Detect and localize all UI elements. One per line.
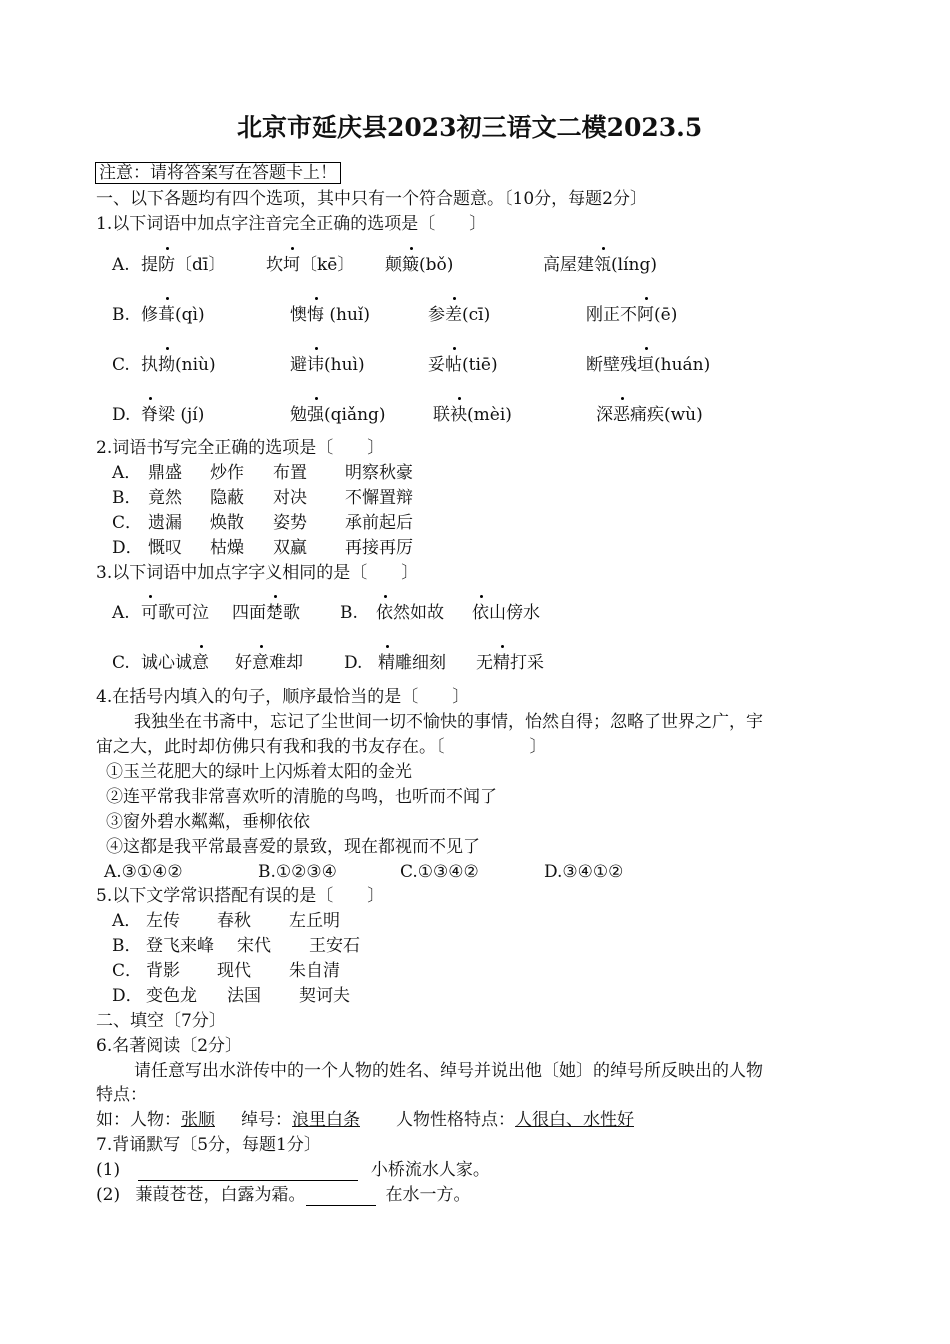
q1-d-word-1 (141, 404, 204, 426)
dotted-char: 瓴 (594, 255, 611, 275)
dotted-char: 强 (307, 405, 324, 425)
q5-option-cell: 契诃夫 (299, 986, 350, 1006)
text: (huán) (654, 355, 711, 375)
q6-prompt-line-1: 请任意写出水浒传中的一个人物的姓名、绰号并说出他〔她〕的绰号所反映出的人物 (134, 1061, 763, 1081)
q3-a-phrase-2 (232, 602, 300, 624)
q2-option-label: D． (112, 538, 143, 558)
example-prefix: 如：人物： (96, 1110, 181, 1130)
text: (qì) (175, 305, 205, 325)
q2-option-word: 姿势 (273, 513, 307, 533)
q4-sentence: ①玉兰花肥大的绿叶上闪烁着太阳的金光 (106, 762, 412, 782)
text: 好 (235, 653, 252, 673)
dotted-char: 依 (376, 603, 393, 623)
q2-option-word: 不懈置辩 (345, 488, 413, 508)
dotted-char: 楚 (266, 603, 283, 623)
q1-c-word-1 (141, 354, 216, 376)
q1-a-word-2 (266, 254, 354, 276)
q1-b-word-4 (586, 304, 677, 326)
text: 刚正不 (586, 305, 637, 325)
dotted-char: 垣 (637, 355, 654, 375)
q5-option-cell: 登飞来峰 (146, 936, 214, 956)
dotted-char: 精 (378, 653, 395, 673)
dotted-char: 袂 (450, 405, 467, 425)
q2-option-word: 明察秋豪 (345, 463, 413, 483)
text: 难却 (269, 653, 303, 673)
q3-b-phrase-1 (376, 602, 444, 624)
q3-d-phrase-2 (476, 652, 544, 674)
q2-option-word: 枯燥 (210, 538, 244, 558)
q2-option-word: 双赢 (273, 538, 307, 558)
text: (líng) (611, 255, 657, 275)
q1-a-label: A. (112, 255, 130, 275)
dotted-char: 意 (252, 653, 269, 673)
q3-a-phrase-1 (141, 602, 209, 624)
page-title: 北京市延庆县2023初三语文二模2023.5 (237, 113, 703, 142)
text: 坎 (266, 255, 283, 275)
dotted-char: 阿 (637, 305, 654, 325)
text: 四面 (232, 603, 266, 623)
section-2-heading: 二、填空〔7分〕 (96, 1011, 226, 1031)
text: 懊 (290, 305, 307, 325)
q5-option-cell: 变色龙 (146, 986, 197, 1006)
q5-option-label: D． (112, 986, 143, 1006)
example-nickname: 浪里白条 (292, 1110, 360, 1130)
q3-c-phrase-1 (141, 652, 209, 674)
dotted-char: 脊 (141, 405, 158, 425)
line-number: (1) (96, 1160, 121, 1180)
q7-stem: 7.背诵默写〔5分，每题1分〕 (96, 1135, 321, 1155)
example-nick-label: 绰号： (241, 1110, 292, 1130)
q2-option-word: 承前起后 (345, 513, 413, 533)
q3-b-label: B. (340, 603, 358, 623)
q4-sentence: ④这都是我平常最喜爱的景致，现在都视而不见了 (106, 837, 480, 857)
q1-d-word-4 (596, 404, 703, 426)
text: 山傍水 (489, 603, 540, 623)
q7-line-2 (96, 1184, 471, 1206)
q1-b-label: B. (112, 305, 130, 325)
notice-box: 注意：请将答案写在答题卡上！ (95, 162, 341, 184)
dotted-char: 坷 (283, 255, 300, 275)
text: 雕细刻 (395, 653, 446, 673)
text: 歌 (283, 603, 300, 623)
text: 打采 (510, 653, 544, 673)
text: (bǒ) (419, 255, 454, 275)
q3-stem: 3.以下词语中加点字字义相同的是〔 〕 (96, 563, 419, 583)
q3-a-label: A. (112, 603, 130, 623)
dotted-char: 防 (158, 255, 175, 275)
line-text: 在水一方。 (385, 1185, 471, 1205)
q2-option-word: 炒作 (210, 463, 244, 483)
q5-option-cell: 现代 (217, 961, 251, 981)
text: 〔dī〕 (175, 255, 226, 275)
q2-option-label: A． (112, 463, 142, 483)
q2-stem: 2.词语书写完全正确的选项是〔 〕 (96, 438, 385, 458)
q4-passage-line-2: 宙之大，此时却仿佛只有我和我的书友存在。〔 〕 (96, 737, 547, 757)
q3-b-phrase-2 (472, 602, 540, 624)
q5-option-label: C． (112, 961, 143, 981)
q2-option-word: 焕散 (210, 513, 244, 533)
section-1-heading: 一、以下各题均有四个选项，其中只有一个符合题意。〔10分，每题2分〕 (96, 189, 647, 209)
dotted-char: 差 (445, 305, 462, 325)
text: 颠 (385, 255, 402, 275)
q5-option-cell: 王安石 (309, 936, 360, 956)
q3-d-label: D. (344, 653, 363, 673)
dotted-char: 拗 (158, 355, 175, 375)
q4-option: D.③④①② (544, 862, 624, 882)
example-trait-label: 人物性格特点： (396, 1110, 515, 1130)
q2-option-word: 布置 (273, 463, 307, 483)
text: 断壁残 (586, 355, 637, 375)
q5-stem: 5.以下文学常识搭配有误的是〔 〕 (96, 886, 385, 906)
q5-option-cell: 左传 (146, 911, 180, 931)
line-text: 蒹葭苍苍，白露为霜。 (135, 1185, 306, 1205)
dotted-char: 可 (141, 603, 158, 623)
q2-option-word: 遗漏 (148, 513, 182, 533)
q1-b-word-2 (290, 304, 370, 326)
text: 提 (141, 255, 158, 275)
dotted-char: 帖 (445, 355, 462, 375)
text: (huǐ) (324, 305, 371, 325)
example-name: 张顺 (181, 1110, 215, 1130)
text: (huì) (324, 355, 365, 375)
q6-prompt-line-2: 特点： (96, 1085, 147, 1105)
text: 歌可泣 (158, 603, 209, 623)
q6-stem: 6.名著阅读〔2分〕 (96, 1036, 243, 1056)
q5-option-cell: 宋代 (237, 936, 271, 956)
text: 然如故 (393, 603, 444, 623)
q1-d-word-3 (433, 404, 512, 426)
q5-option-cell: 法国 (227, 986, 261, 1006)
text: (cī) (462, 305, 491, 325)
answer-blank-1[interactable] (138, 1162, 358, 1181)
text: 无 (476, 653, 493, 673)
q1-c-label: C. (112, 355, 130, 375)
q1-b-word-3 (428, 304, 490, 326)
q2-option-label: C． (112, 513, 143, 533)
text: (ē) (654, 305, 678, 325)
q1-a-word-4 (543, 254, 657, 276)
dotted-char: 恶 (613, 405, 630, 425)
q1-a-word-3 (385, 254, 453, 276)
q1-d-word-2 (290, 404, 386, 426)
q3-c-label: C. (112, 653, 130, 673)
q2-option-word: 再接再厉 (345, 538, 413, 558)
q1-stem: 1.以下词语中加点字注音完全正确的选项是〔 〕 (96, 214, 487, 234)
q5-option-cell: 朱自清 (289, 961, 340, 981)
q7-line-1 (96, 1159, 490, 1181)
text: (niù) (175, 355, 216, 375)
q4-sentence: ②连平常我非常喜欢听的清脆的鸟鸣，也听而不闻了 (106, 787, 497, 807)
dotted-char: 精 (493, 653, 510, 673)
text: 深 (596, 405, 613, 425)
dotted-char: 意 (192, 653, 209, 673)
text: 〔kē〕 (300, 255, 355, 275)
dotted-char: 葺 (158, 305, 175, 325)
q1-d-label: D. (112, 405, 131, 425)
text: (tiē) (462, 355, 498, 375)
text: 诚心诚 (141, 653, 192, 673)
text: (qiǎng) (324, 405, 386, 425)
text: 修 (141, 305, 158, 325)
q4-sentence: ③窗外碧水粼粼，垂柳依依 (106, 812, 310, 832)
q2-option-word: 慨叹 (148, 538, 182, 558)
line-number: (2) (96, 1185, 121, 1205)
q1-b-word-1 (141, 304, 205, 326)
q2-option-word: 隐蔽 (210, 488, 244, 508)
q1-c-word-4 (586, 354, 710, 376)
q2-option-word: 鼎盛 (148, 463, 182, 483)
q2-option-label: B． (112, 488, 142, 508)
text: 高屋建 (543, 255, 594, 275)
text: 痛疾(wù) (630, 405, 703, 425)
answer-blank-2[interactable] (306, 1187, 376, 1206)
dotted-char: 讳 (307, 355, 324, 375)
text: 勉 (290, 405, 307, 425)
q4-option: B.①②③④ (258, 862, 337, 882)
dotted-char: 簸 (402, 255, 419, 275)
q4-option: C.①③④② (400, 862, 479, 882)
dotted-char: 依 (472, 603, 489, 623)
q3-c-phrase-2 (235, 652, 303, 674)
text: (mèi) (467, 405, 512, 425)
text: 避 (290, 355, 307, 375)
q5-option-cell: 左丘明 (289, 911, 340, 931)
q2-option-word: 对决 (273, 488, 307, 508)
q5-option-label: A． (112, 911, 142, 931)
q1-c-word-2 (290, 354, 365, 376)
q3-d-phrase-1 (378, 652, 446, 674)
text: 妥 (428, 355, 445, 375)
dotted-char: 悔 (307, 305, 324, 325)
text: 联 (433, 405, 450, 425)
q5-option-cell: 春秋 (217, 911, 251, 931)
q4-stem: 4.在括号内填入的句子，顺序最恰当的是〔 〕 (96, 687, 470, 707)
text: 执 (141, 355, 158, 375)
q4-option: A.③①④② (104, 862, 183, 882)
q5-option-cell: 背影 (146, 961, 180, 981)
q1-a-word-1 (141, 254, 225, 276)
text: 参 (428, 305, 445, 325)
q1-c-word-3 (428, 354, 498, 376)
example-trait: 人很白、水性好 (515, 1110, 634, 1130)
line-text: 小桥流水人家。 (370, 1160, 490, 1180)
text: 梁 (jí) (158, 405, 205, 425)
q2-option-word: 竟然 (148, 488, 182, 508)
q5-option-label: B． (112, 936, 142, 956)
q4-passage-line-1: 我独坐在书斋中，忘记了尘世间一切不愉快的事情，怡然自得；忽略了世界之广，宇 (134, 712, 763, 732)
q6-example (96, 1109, 634, 1131)
